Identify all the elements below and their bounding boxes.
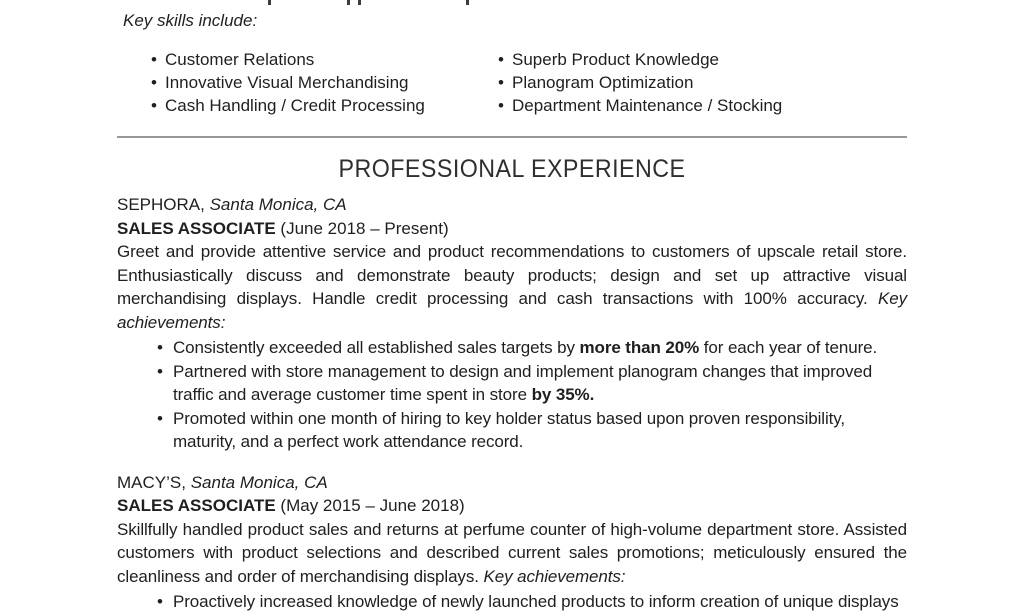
skills-columns	[117, 48, 907, 117]
skill-item	[151, 71, 464, 94]
skill-label: Innovative Visual Merchandising	[165, 73, 409, 92]
job-title-line	[117, 494, 907, 518]
achievement-item	[157, 407, 905, 454]
section-heading: PROFESSIONAL EXPERIENCE	[338, 155, 686, 183]
skill-label: Customer Relations	[165, 50, 315, 69]
achievement-item	[157, 360, 905, 407]
skill-item	[498, 71, 782, 94]
achievement-text: Promoted within one month of hiring to key holder status based upon proven responsibility, maturity, and a perfect work attendance record.	[173, 408, 846, 451]
bullet-icon: •	[151, 73, 157, 92]
achievement-text: Proactively increased knowledge of newly launched products to inform creation of unique displays	[173, 592, 899, 611]
skills-column-left	[151, 48, 464, 117]
bullet-icon: •	[498, 96, 504, 115]
achievement-list	[157, 590, 905, 614]
job-title: SALES ASSOCIATE	[117, 218, 276, 238]
skill-label: Superb Product Knowledge	[512, 50, 719, 69]
key-achievements-label: Key achievements:	[117, 289, 907, 332]
job-entry	[117, 471, 907, 614]
achievement-text: Partnered with store management to design and implement planogram changes that improved traffic and average customer time spent in store by 35%.	[173, 361, 873, 404]
achievement-item	[157, 590, 905, 614]
job-title: SALES ASSOCIATE	[117, 496, 276, 515]
key-skills-intro: Key skills include:	[123, 11, 258, 30]
skill-item	[498, 48, 782, 71]
skill-label: Planogram Optimization	[512, 73, 694, 92]
skill-item	[151, 94, 464, 117]
skills-column-right	[498, 48, 782, 117]
bullet-icon: •	[157, 592, 163, 611]
job-summary	[117, 518, 907, 589]
key-achievements-label: Key achievements:	[483, 566, 626, 586]
bullet-icon: •	[151, 96, 157, 115]
achievement-list	[157, 336, 905, 454]
job-title-line	[117, 217, 907, 241]
job-dates: (May 2015 – June 2018)	[280, 496, 465, 515]
job-company-line	[117, 471, 907, 495]
bullet-icon: •	[157, 408, 163, 428]
bullet-icon: •	[157, 338, 163, 357]
job-company-line	[117, 193, 907, 217]
company-location: Santa Monica, CA	[190, 472, 328, 492]
skill-item	[498, 94, 782, 117]
job-summary-text: Greet and provide attentive service and product recommendations to customers of upscale retail store. Enthusiastically discuss and demonstrate beauty products; design and set up attractive visual merchandising displays. Handle credit processing and cash transactions with 100% accuracy.	[117, 242, 907, 308]
bullet-icon: •	[498, 50, 504, 69]
skill-label: Department Maintenance / Stocking	[512, 96, 783, 115]
company-location: Santa Monica, CA	[209, 195, 347, 214]
bullet-icon: •	[151, 50, 157, 69]
achievement-text: Consistently exceeded all established sales targets by more than 20% for each year of tenure.	[173, 338, 878, 357]
job-entry	[117, 193, 907, 454]
job-summary	[117, 240, 907, 334]
job-dates: (June 2018 – Present)	[280, 218, 449, 238]
job-summary-text: Skillfully handled product sales and returns at perfume counter of high-volume department store. Assisted customers with product selections and described current sales promotions; meticulously ensured the cleanliness and order of merchandising displays.	[117, 519, 907, 586]
bullet-icon: •	[498, 73, 504, 92]
company-name: MACY’S,	[117, 472, 186, 492]
bullet-icon: •	[157, 361, 163, 381]
section-divider-line	[117, 136, 907, 138]
resume-content	[117, 0, 907, 614]
skill-label: Cash Handling / Credit Processing	[165, 96, 425, 115]
skill-item	[151, 48, 464, 71]
company-name: SEPHORA,	[117, 195, 205, 214]
achievement-item	[157, 336, 905, 360]
